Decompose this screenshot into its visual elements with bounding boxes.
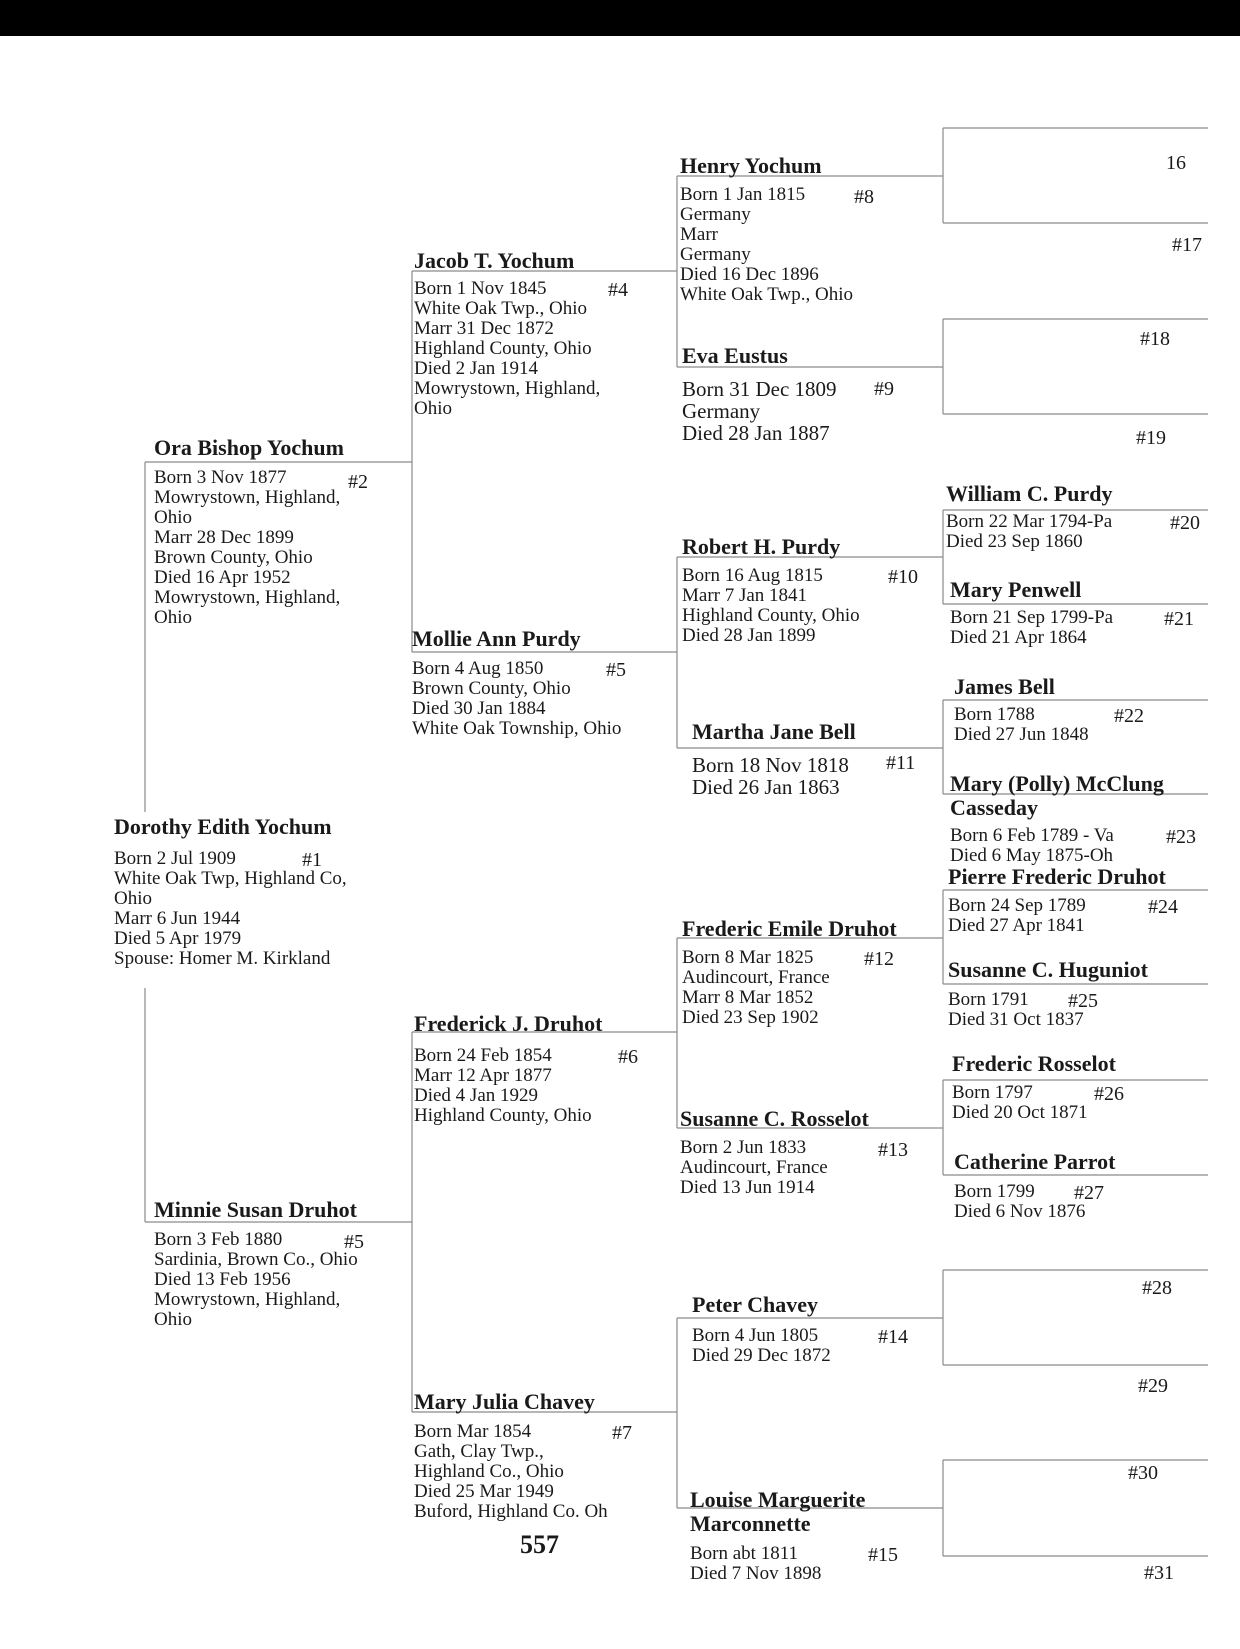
person-9: [682, 343, 894, 445]
person-name: Minnie Susan Druhot: [154, 1197, 357, 1222]
person-number: #4: [608, 279, 628, 301]
person-name: Catherine Parrot: [954, 1149, 1116, 1174]
person-details: Born 4 Aug 1850 Brown County, Ohio Died 30 Jan 1884 White Oak Township, Ohio: [412, 658, 622, 739]
person-number: #11: [886, 752, 916, 774]
person-details: Born 2 Jun 1833 Audincourt, France Died 13 Jun 1914: [680, 1137, 828, 1198]
person-20: [946, 481, 1200, 552]
person-name: Frederick J. Druhot: [414, 1011, 603, 1036]
person-11: [692, 719, 916, 799]
person-number: #13: [878, 1139, 908, 1161]
ancestor-number-17: #17: [1172, 234, 1202, 256]
person-number: #6: [618, 1046, 638, 1068]
person-number: #26: [1094, 1083, 1124, 1105]
person-name: William C. Purdy: [946, 481, 1113, 506]
ancestor-number-30: #30: [1128, 1462, 1158, 1484]
person-number: #14: [878, 1326, 908, 1348]
person-6: [414, 1011, 638, 1126]
person-details: Born 3 Nov 1877 Mowrystown, Highland, Ohio Marr 28 Dec 1899 Brown County, Ohio Died 16 Apr 1952 Mowrystown, Highland, Ohio: [154, 467, 341, 628]
person-name: Susanne C. Rosselot: [680, 1106, 869, 1131]
person-details: Born abt 1811 Died 7 Nov 1898: [690, 1543, 822, 1584]
page-number: 557: [520, 1530, 559, 1559]
ancestor-number-19: #19: [1136, 427, 1166, 449]
person-name: Frederic Rosselot: [952, 1051, 1116, 1076]
person-number: #7: [612, 1422, 632, 1444]
person-number: #8: [854, 186, 874, 208]
person-name-line-1: Louise Marguerite: [690, 1487, 866, 1512]
person-details: Born 6 Feb 1789 - Va Died 6 May 1875-Oh: [950, 825, 1114, 866]
person-22: [954, 674, 1144, 745]
person-21: [950, 577, 1194, 648]
person-details: Born 24 Sep 1789 Died 27 Apr 1841: [948, 895, 1086, 936]
person-name-line-2: Casseday: [950, 795, 1039, 820]
person-4: [414, 248, 628, 419]
person-details: Born 31 Dec 1809 Germany Died 28 Jan 1887: [682, 377, 837, 445]
person-number: #15: [868, 1544, 898, 1566]
person-number: #12: [864, 948, 894, 970]
person-details: Born 16 Aug 1815 Marr 7 Jan 1841 Highland County, Ohio Died 28 Jan 1899: [682, 565, 860, 646]
person-name: Mary Penwell: [950, 577, 1082, 602]
person-details: Born 24 Feb 1854 Marr 12 Apr 1877 Died 4 Jan 1929 Highland County, Ohio: [414, 1045, 592, 1126]
person-details: Born 1 Jan 1815 Germany Marr Germany Died 16 Dec 1896 White Oak Twp., Ohio: [680, 184, 853, 305]
person-details: Born 1797 Died 20 Oct 1871: [952, 1082, 1088, 1123]
person-7: [414, 1389, 632, 1522]
person-details: Born 3 Feb 1880 Sardinia, Brown Co., Ohio Died 13 Feb 1956 Mowrystown, Highland, Ohio: [154, 1229, 358, 1330]
person-name: Susanne C. Huguniot: [948, 957, 1148, 982]
person-details: Born 1799 Died 6 Nov 1876: [954, 1181, 1086, 1222]
person-name: Peter Chavey: [692, 1292, 819, 1317]
person-name-line-2: Marconnette: [690, 1511, 811, 1536]
person-name: Frederic Emile Druhot: [682, 916, 897, 941]
person-name: Dorothy Edith Yochum: [114, 814, 332, 839]
person-details: Born 1791 Died 31 Oct 1837: [948, 989, 1084, 1030]
person-name: James Bell: [954, 674, 1055, 699]
person-number: #5: [606, 659, 626, 681]
person-10: [682, 534, 918, 646]
person-15: [690, 1487, 898, 1584]
ancestor-number-31: #31: [1144, 1562, 1174, 1584]
person-1: [114, 815, 347, 969]
ancestor-number-16: 16: [1166, 152, 1186, 174]
person-8: [680, 153, 874, 305]
person-details: Born 8 Mar 1825 Audincourt, France Marr 8 Mar 1852 Died 23 Sep 1902: [682, 947, 830, 1028]
person-number: #2: [348, 471, 368, 493]
person-name: Mollie Ann Purdy: [412, 626, 581, 651]
person-name: Henry Yochum: [680, 153, 822, 178]
person-number: #23: [1166, 826, 1196, 848]
person-details: Born 1 Nov 1845 White Oak Twp., Ohio Marr 31 Dec 1872 Highland County, Ohio Died 2 Jan 1914 Mowrystown, Highland, Ohio: [414, 278, 601, 419]
person-name: Eva Eustus: [682, 343, 788, 368]
person-27: [954, 1150, 1116, 1222]
person-2: [154, 435, 368, 628]
person-number: #1: [302, 849, 322, 871]
person-details: Born 1788 Died 27 Jun 1848: [954, 704, 1089, 745]
person-name: Pierre Frederic Druhot: [948, 864, 1166, 889]
person-name: Robert H. Purdy: [682, 534, 841, 559]
person-26: [952, 1051, 1124, 1123]
person-25: [948, 958, 1148, 1030]
person-12: [682, 917, 897, 1028]
person-number: #10: [888, 566, 918, 588]
person-number: #25: [1068, 990, 1098, 1012]
person-23: [950, 771, 1196, 866]
person-number: #5: [344, 1231, 364, 1253]
ancestor-number-28: #28: [1142, 1277, 1172, 1299]
person-name: Ora Bishop Yochum: [154, 435, 344, 460]
person-number: #22: [1114, 705, 1144, 727]
person-14: [692, 1292, 908, 1366]
person-details: Born 4 Jun 1805 Died 29 Dec 1872: [692, 1325, 831, 1366]
person-name: Martha Jane Bell: [692, 719, 856, 744]
person-details: Born 2 Jul 1909 White Oak Twp, Highland Co, Ohio Marr 6 Jun 1944 Died 5 Apr 1979 Spouse: Homer M. Kirkland: [114, 848, 347, 969]
ancestor-number-29: #29: [1138, 1375, 1168, 1397]
person-number: #27: [1074, 1182, 1104, 1204]
person-details: Born 22 Mar 1794-Pa Died 23 Sep 1860: [946, 511, 1113, 552]
person-number: #20: [1170, 512, 1200, 534]
person-name: Mary Julia Chavey: [414, 1389, 595, 1414]
person-3: [154, 1197, 364, 1330]
person-number: #24: [1148, 896, 1178, 918]
person-details: Born 18 Nov 1818 Died 26 Jan 1863: [692, 753, 849, 799]
person-details: Born 21 Sep 1799-Pa Died 21 Apr 1864: [950, 607, 1114, 648]
person-name-line-1: Mary (Polly) McClung: [950, 771, 1164, 796]
person-24: [948, 864, 1178, 936]
person-13: [680, 1106, 908, 1198]
person-number: #21: [1164, 608, 1194, 630]
person-number: #9: [874, 378, 894, 400]
person-name: Jacob T. Yochum: [414, 248, 575, 273]
person-5: [412, 626, 626, 739]
person-details: Born Mar 1854 Gath, Clay Twp., Highland Co., Ohio Died 25 Mar 1949 Buford, Highland Co. Oh: [414, 1421, 608, 1522]
ancestor-number-18: #18: [1140, 328, 1170, 350]
